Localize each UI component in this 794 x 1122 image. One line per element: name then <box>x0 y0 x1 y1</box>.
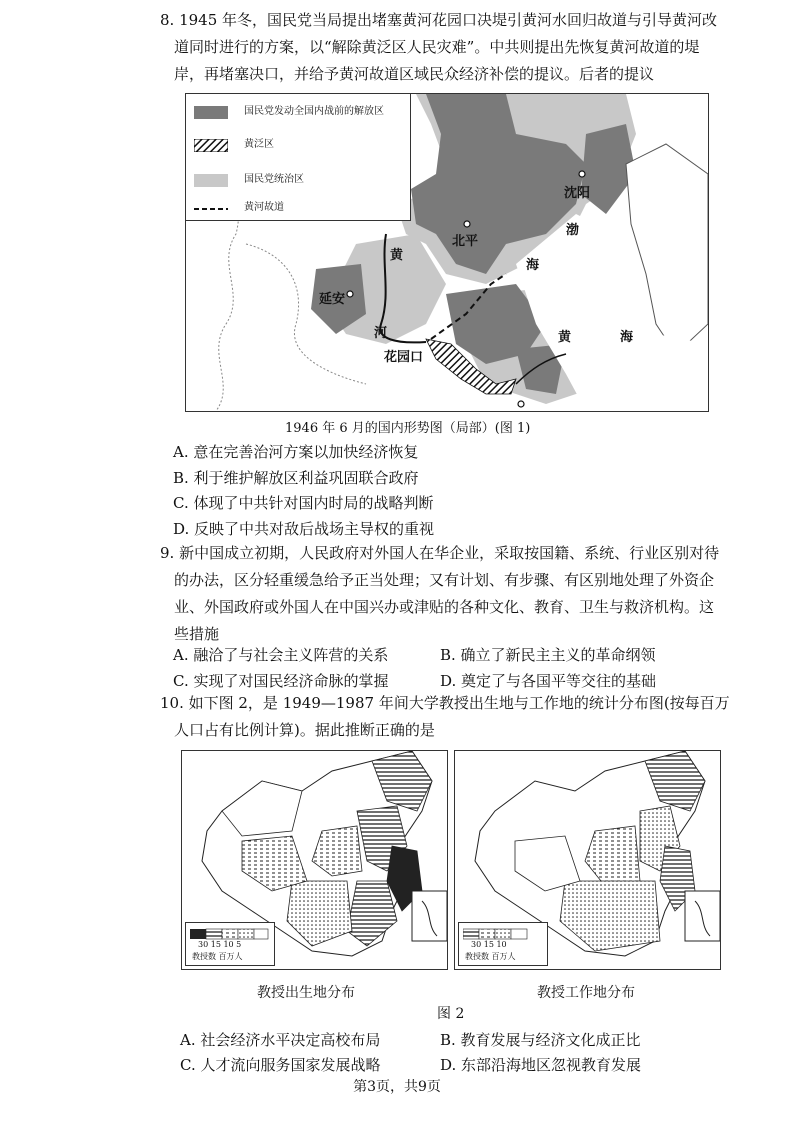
legend-scale-bar <box>463 927 543 941</box>
map-workplace-legend <box>458 922 548 966</box>
question-8-line: 8. 1945 年冬，国民党当局提出堵塞黄河花园口决堤引黄河水回归故道与引导黄河改 <box>160 11 718 29</box>
legend-labels: 教授数 百万人 <box>192 952 243 961</box>
label-he: 河 <box>374 326 388 341</box>
label-yanan: 延安 <box>319 292 346 307</box>
q9-option-c[interactable]: C. 实现了对国民经济命脉的掌握 <box>173 672 389 690</box>
question-9-line: 些措施 <box>174 625 220 643</box>
question-8 <box>160 7 720 88</box>
legend-numbers: 30 15 10 <box>471 940 507 949</box>
question-8-line: 岸，再堵塞决口，并给予黄河故道区域民众经济补偿的提议。后者的提议 <box>174 65 655 83</box>
q9-option-b[interactable]: B. 确立了新民主主义的革命纲领 <box>440 646 656 664</box>
q8-option-b[interactable]: B. 利于维护解放区利益巩固联合政府 <box>173 469 419 487</box>
q10-option-b[interactable]: B. 教育发展与经济文化成正比 <box>440 1031 641 1049</box>
question-9 <box>160 540 720 648</box>
q10-option-c[interactable]: C. 人才流向服务国家发展战略 <box>180 1056 381 1074</box>
question-10-line: 10. 如下图 2，是 1949—1987 年间大学教授出生地与工作地的统计分布图(按每百万 <box>160 694 730 712</box>
liberated-swatch <box>194 106 228 119</box>
question-10 <box>160 690 730 744</box>
q10-option-d[interactable]: D. 东部沿海地区忽视教育发展 <box>440 1056 642 1074</box>
label-hai: 海 <box>526 258 540 273</box>
label-bo: 渤 <box>566 223 580 238</box>
label-shenyang: 沈阳 <box>564 186 591 201</box>
q9-option-d[interactable]: D. 奠定了与各国平等交往的基础 <box>440 672 657 690</box>
legend-scale-bar <box>190 927 270 941</box>
map-birthplace-legend <box>185 922 275 966</box>
question-8-line: 道同时进行的方案，以“解除黄泛区人民灾难”。中共则提出先恢复黄河故道的堤 <box>174 38 700 56</box>
question-9-line: 的办法，区分轻重缓急给予正当处理；又有计划、有步骤、有区别地处理了外资企 <box>174 571 715 589</box>
map-workplace-caption: 教授工作地分布 <box>537 985 635 1001</box>
map-birthplace-caption: 教授出生地分布 <box>257 985 355 1001</box>
label-huayuankou: 花园口 <box>384 350 424 365</box>
question-10-line: 人口占有比例计算)。据此推断正确的是 <box>174 721 435 739</box>
map-workplace <box>454 750 721 970</box>
legend-labels: 教授数 百万人 <box>465 952 516 961</box>
question-9-line: 业、外国政府或外国人在中国兴办或津贴的各种文化、教育、卫生与救济机构。这 <box>174 598 715 616</box>
label-huang-sea-1: 黄 <box>558 330 572 345</box>
page-footer: 第3页，共9页 <box>353 1079 441 1095</box>
map-1-caption: 1946 年 6 月的国内形势图（局部）(图 1) <box>285 421 531 436</box>
figure-2-label: 图 2 <box>437 1006 465 1022</box>
q8-option-c[interactable]: C. 体现了中共针对国内时局的战略判断 <box>173 494 434 512</box>
map-1-legend: 国民党发动全国内战前的解放区 黄泛区 国民党统治区 黄河故道 <box>185 93 411 221</box>
old-river-swatch <box>194 202 228 215</box>
question-9-line: 9. 新中国成立初期，人民政府对外国人在华企业，采取按国籍、系统、行业区别对待 <box>160 544 720 562</box>
kmt-swatch <box>194 174 228 187</box>
map-birthplace <box>181 750 448 970</box>
label-beiping: 北平 <box>452 234 479 249</box>
q8-option-a[interactable]: A. 意在完善治河方案以加快经济恢复 <box>173 443 419 461</box>
flood-swatch <box>194 139 228 152</box>
q10-option-a[interactable]: A. 社会经济水平决定高校布局 <box>180 1031 381 1049</box>
q8-option-d[interactable]: D. 反映了中共对敌后战场主导权的重视 <box>173 520 435 538</box>
q9-option-a[interactable]: A. 融洽了与社会主义阵营的关系 <box>173 646 389 664</box>
legend-numbers: 30 15 10 5 <box>198 940 242 949</box>
label-huang-sea-2: 海 <box>620 330 634 345</box>
label-huang: 黄 <box>390 248 404 263</box>
